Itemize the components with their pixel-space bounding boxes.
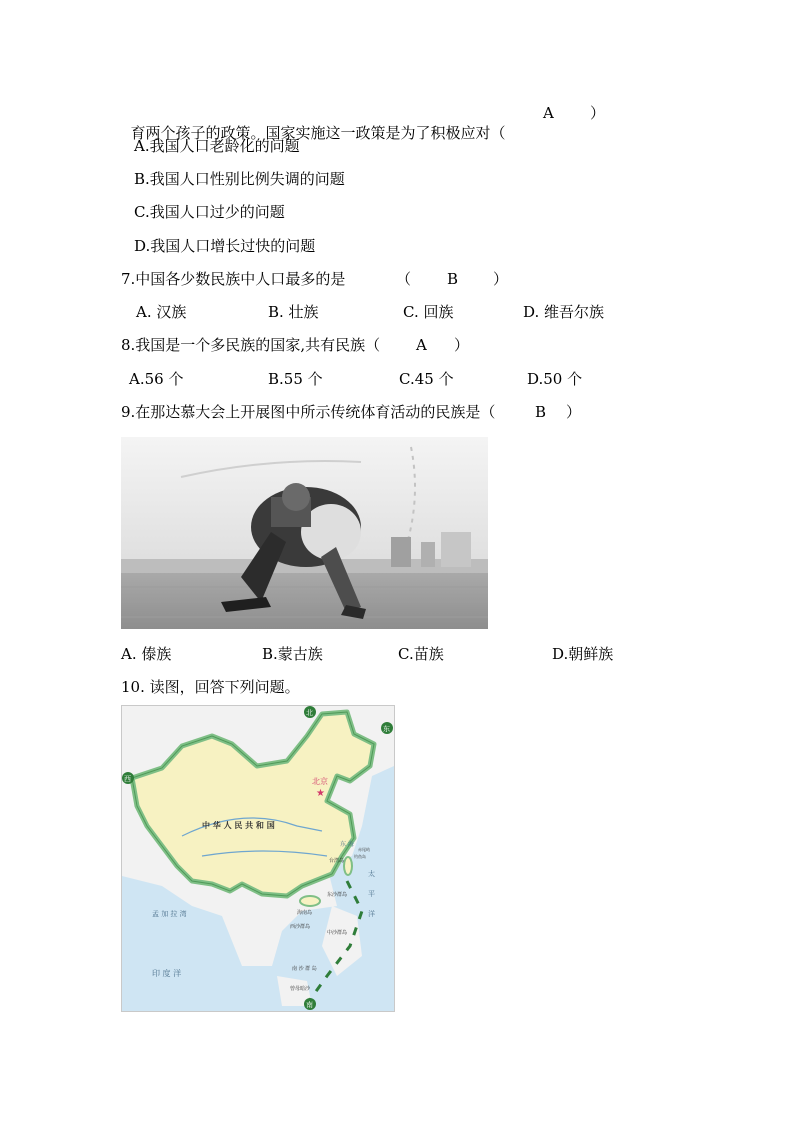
east-sea-label: 东 海 (340, 841, 354, 848)
q8-option-c: C.45 个 (399, 370, 454, 388)
q6-close-paren: ） (590, 104, 606, 122)
q9-option-b: B.蒙古族 (262, 645, 323, 663)
east-label: 东 (383, 725, 390, 733)
hainan-label: 海南岛 (297, 910, 313, 916)
q8-stem: 8.我国是一个多民族的国家,共有民族（ (121, 336, 381, 354)
zengmu-label: 曾母暗沙 (290, 986, 311, 992)
pacific-label-1: 太 (368, 870, 375, 878)
q6-option-a: A.我国人口老龄化的问题 (134, 137, 300, 155)
q7-answer: B (447, 270, 459, 288)
north-label: 北 (306, 709, 313, 717)
pacific-label-3: 洋 (368, 910, 375, 918)
q7-option-c: C. 回族 (403, 303, 454, 321)
zhongsha-label: 中沙群岛 (327, 930, 348, 936)
chiwei-label: 赤尾屿 (358, 847, 370, 852)
china-map (121, 705, 395, 1012)
q6-answer: A (543, 104, 554, 122)
q9-stem: 9.在那达慕大会上开展图中所示传统体育活动的民族是（ (121, 403, 496, 421)
wrestling-photo (121, 437, 488, 629)
q7-close-paren: ） (493, 270, 509, 288)
q8-option-a: A.56 个 (129, 370, 184, 388)
q7-option-d: D. 维吾尔族 (523, 303, 605, 321)
capital-label: 北京 (312, 777, 328, 786)
q9-option-a: A. 傣族 (121, 645, 172, 663)
q8-option-b: B.55 个 (268, 370, 323, 388)
q8-close-paren: ） (454, 336, 470, 354)
q7-stem: 7.中国各少数民族中人口最多的是 (121, 270, 346, 288)
q6-option-d: D.我国人口增长过快的问题 (134, 237, 316, 255)
xisha-label: 西沙群岛 (290, 924, 311, 930)
nansha-label: 南 沙 群 岛 (292, 966, 317, 972)
country-label: 中 华 人 民 共 和 国 (202, 821, 275, 830)
taiwan-island (344, 857, 352, 875)
q7-open-paren: （ (396, 270, 412, 288)
bay-of-bengal-label: 孟 加 拉 湾 (152, 910, 187, 918)
q6-option-b: B.我国人口性别比例失调的问题 (134, 170, 345, 188)
q8-option-d: D.50 个 (527, 370, 583, 388)
pacific-label-2: 平 (368, 890, 375, 898)
hainan-island (300, 896, 320, 906)
q7-option-b: B. 壮族 (268, 303, 319, 321)
diaoyu-label: 钓鱼岛 (354, 854, 366, 859)
q7-option-a: A. 汉族 (136, 303, 187, 321)
q8-answer: A (416, 336, 427, 354)
indian-ocean-label: 印 度 洋 (152, 969, 182, 978)
taiwan-label: 台湾岛 (329, 858, 345, 864)
q6-option-c: C.我国人口过少的问题 (134, 203, 285, 221)
west-label: 西 (124, 775, 131, 783)
q10-stem: 10. 读图，回答下列问题。 (121, 678, 300, 696)
q6-text: 育两个孩子的政策。国家实施这一政策是为了积极应对（ (130, 124, 506, 142)
q9-answer: B (535, 403, 547, 421)
south-label: 南 (306, 1001, 313, 1009)
capital-star-icon: ★ (316, 788, 325, 799)
q9-close-paren: ） (566, 403, 582, 421)
dongsha-label: 东沙群岛 (327, 892, 348, 898)
q9-option-c: C.苗族 (398, 645, 444, 663)
q9-option-d: D.朝鲜族 (552, 645, 614, 663)
